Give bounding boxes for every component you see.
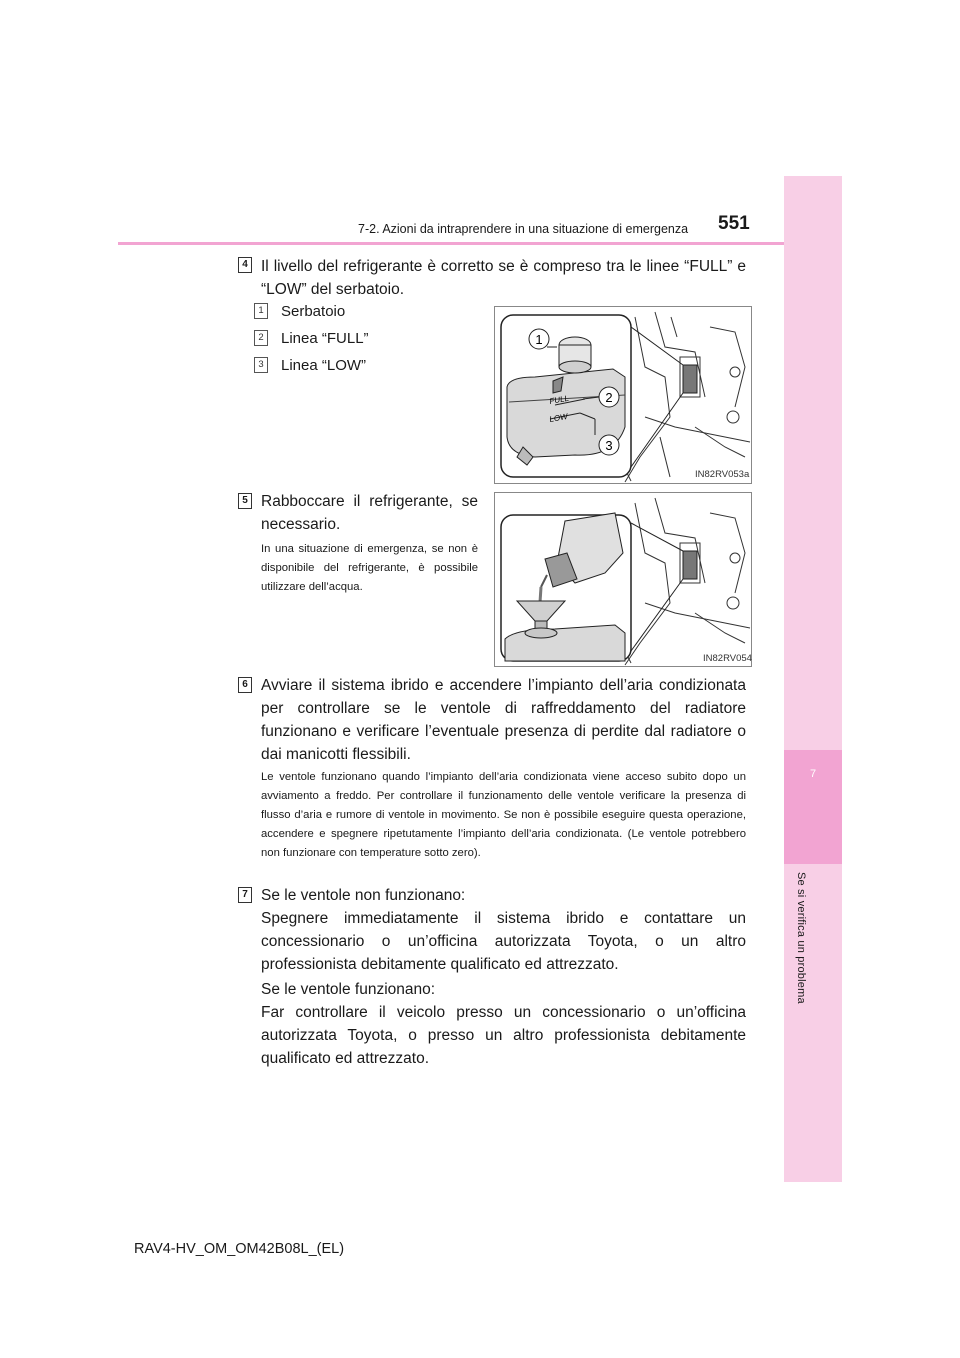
legend-number-2: 2 <box>254 330 268 346</box>
step-number-5: 5 <box>238 493 252 509</box>
step-5-note: In una situazione di emergenza, se non è disponibile del refrigerante, è possibile utilizzare dell’acqua. <box>261 543 478 593</box>
step-7-text-b: Far controllare il veicolo presso un concessionario o un’officina autorizzata Toyota, o presso un altro professionista debitamente qualificato ed attrezzato. <box>261 1004 746 1067</box>
step-7-subtitle-a: Se le ventole non funzionano: <box>261 887 466 904</box>
step-7-subtitle-b: Se le ventole funzionano: <box>261 981 436 998</box>
figure-1-code: IN82RV053a <box>695 469 750 480</box>
step-6-note: Le ventole funzionano quando l’impianto dell’aria condizionata viene acceso subito dopo un avviamento a freddo. Per controllare il funzionamento delle ventole verificare la presenza di flusso d’aria e rumore di ventole in movimento. Se non è possibile eseguire questa operazione, accendere e spegnere ripetutamente l’impianto dell’aria condizionata. (Le ventole potrebbero non funzionare con temperature sotto zero). <box>261 771 746 859</box>
low-line-label: LOW <box>548 411 569 424</box>
full-line-label: FULL <box>548 393 570 406</box>
step-6-text: Avviare il sistema ibrido e accendere l’impianto dell’aria condizionata per controllare se le ventole di raffreddamento del radiatore funzionano e verificare l’eventuale presenza di perdite dal radiatore o dai manicotti flessibili. <box>261 677 746 763</box>
step-4-text: Il livello del refrigerante è corretto se è compreso tra le linee “FULL” e “LOW” del serbatoio. <box>261 258 746 298</box>
legend-label-3: Linea “LOW” <box>281 357 367 374</box>
coolant-reservoir-illustration <box>495 307 751 483</box>
step-7-text-a: Spegnere immediatamente il sistema ibrido e contattare un concessionario o un’officina autorizzata Toyota, o un altro professionista debitamente qualificato ed attrezzato. <box>261 910 746 973</box>
refill-coolant-illustration <box>495 493 751 666</box>
header-divider <box>118 242 784 245</box>
step-5-text: Rabboccare il refrigerante, se necessario. <box>261 493 478 533</box>
chapter-number: 7 <box>809 768 817 780</box>
callout-2: 2 <box>605 390 613 405</box>
step-number-4: 4 <box>238 257 252 273</box>
callout-3: 3 <box>605 438 613 453</box>
refill-coolant-figure <box>494 492 752 667</box>
model-code: RAV4-HV_OM_OM42B08L_(EL) <box>134 1241 345 1257</box>
section-title: 7-2. Azioni da intraprendere in una situazione di emergenza <box>358 222 689 236</box>
step-number-6: 6 <box>238 677 252 693</box>
callout-1: 1 <box>535 332 543 347</box>
figure-2-code: IN82RV054 <box>703 653 752 664</box>
chapter-tab <box>784 176 842 1182</box>
chapter-title: Se si verifica un problema <box>795 872 807 1004</box>
step-number-7: 7 <box>238 887 252 903</box>
coolant-reservoir-figure <box>494 306 752 484</box>
legend-number-3: 3 <box>254 357 268 373</box>
legend-number-1: 1 <box>254 303 268 319</box>
legend-label-2: Linea “FULL” <box>281 330 369 347</box>
legend-label-1: Serbatoio <box>281 303 346 320</box>
page-number: 551 <box>718 213 750 234</box>
